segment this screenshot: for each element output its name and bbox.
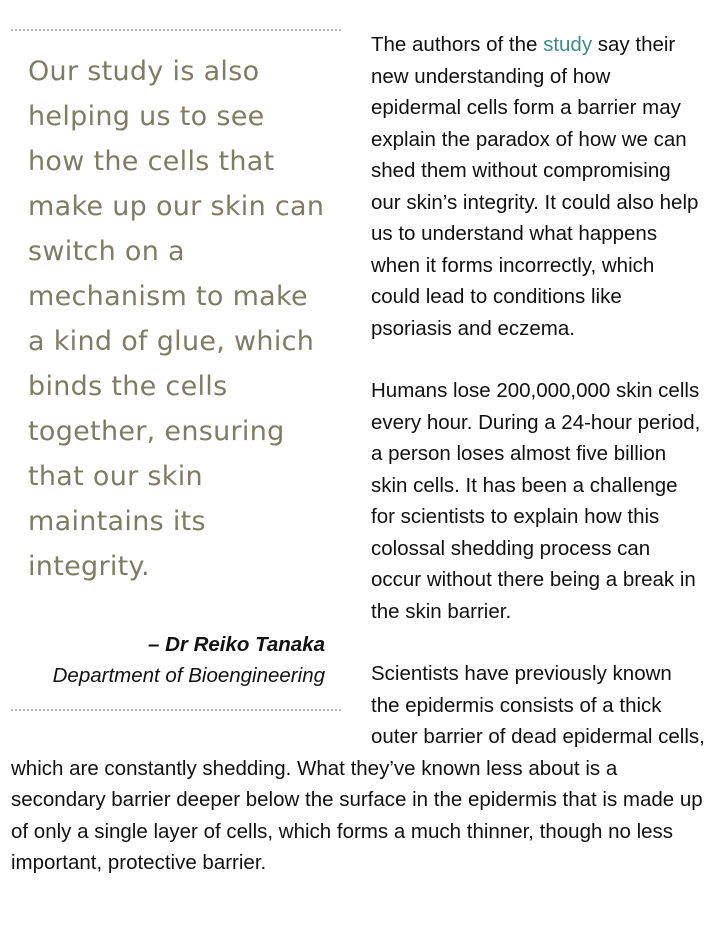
study-link[interactable]: study: [543, 33, 593, 56]
paragraph-1-text-start: The authors of the: [371, 33, 544, 56]
quote-author: – Dr Reiko Tanaka: [148, 633, 325, 656]
article-body: [11, 0, 705, 910]
pull-quote: [11, 29, 341, 711]
paragraph-2: Humans lose 200,000,000 skin cells every hour. During a 24-hour period, a person loses almost five billion skin cells. It has been a challenge for scientists to explain how this colossal shedding process can occur without there being a break in the skin barrier.: [371, 379, 701, 623]
paragraph-3: Scientists have previously known the epidermis consists of a thick outer barrier of dead epidermal cells, which are constantly shedding. What they’ve known less about is a secondary barrier deeper below the surface in the epidermis that is made up of only a single layer of cells, which forms a much thinner, though no less important, protective barrier.: [11, 662, 705, 874]
quote-text: Our study is also helping us to see how the cells that make up our skin can switch on a mechanism to make a kind of glue, which binds the cells together, ensuring that our skin maintains its integrity.: [28, 56, 325, 582]
paragraph-1-text-end: say their new understanding of how epidermal cells form a barrier may explain the paradox of how we can shed them without compromising our skin’s integrity. It could also help us to understand what happens when it forms incorrectly, which could lead to conditions like psoriasis and eczema.: [371, 33, 699, 340]
quote-attribution: [28, 629, 325, 691]
quote-department: Department of Bioengineering: [52, 664, 325, 687]
